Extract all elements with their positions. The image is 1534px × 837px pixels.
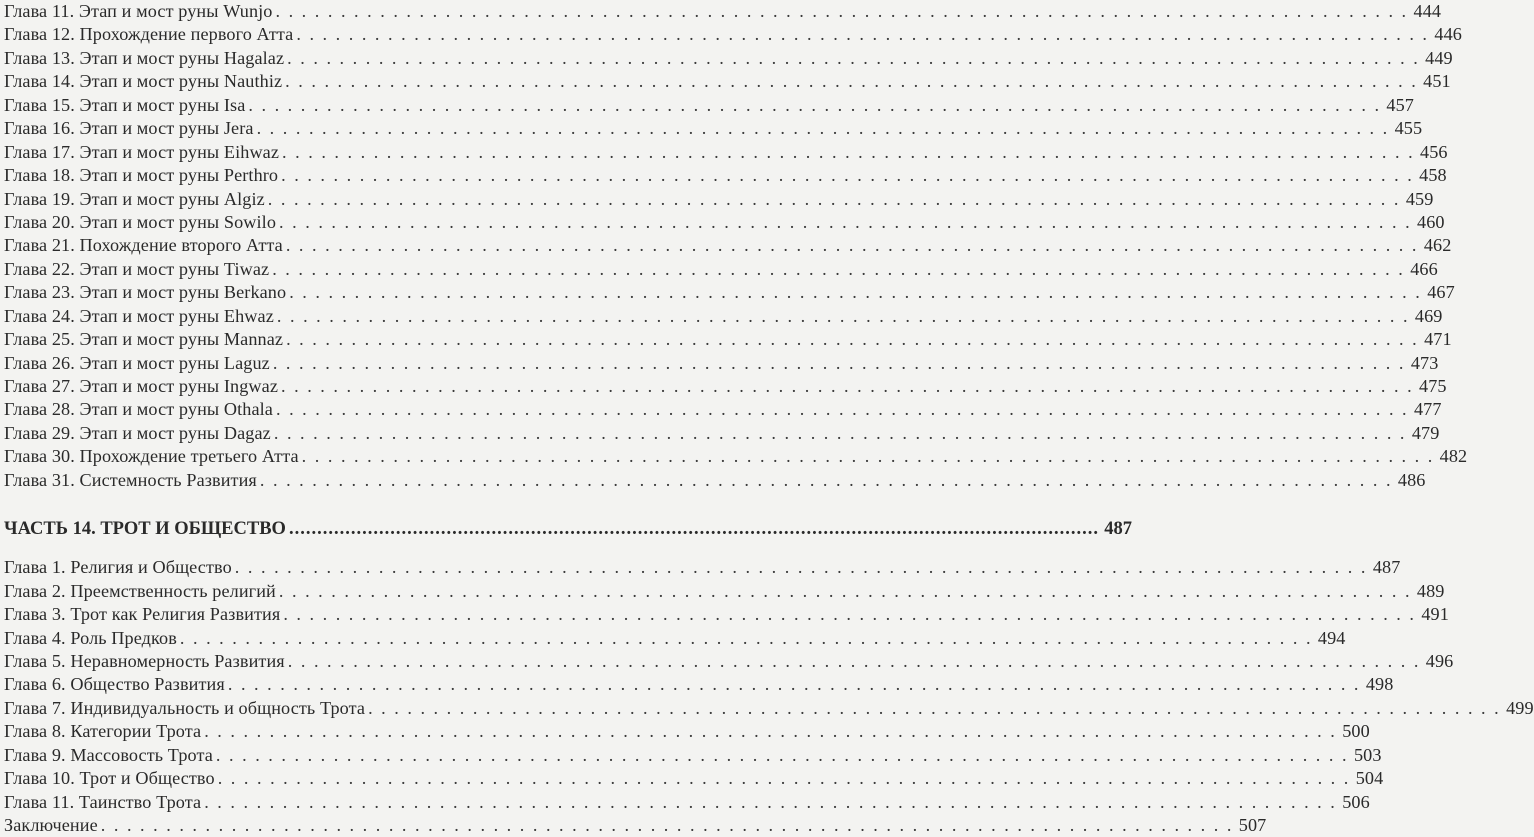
toc-entry-title: Глава 23. Этап и мост руны Berkano	[4, 282, 287, 303]
toc-entry-page-number: 449	[1425, 47, 1453, 68]
toc-entry	[4, 0, 1442, 23]
dot-leader	[281, 164, 1414, 187]
dot-leader	[216, 744, 1349, 767]
toc-entry-title: Глава 4. Роль Предков	[4, 627, 177, 648]
toc-entry-title: Глава 21. Похождение второго Атта	[4, 235, 283, 256]
toc-entry-page-number: 458	[1419, 165, 1447, 186]
toc-entry	[4, 375, 1447, 398]
toc-entry	[4, 767, 1384, 790]
toc-entry	[4, 258, 1438, 281]
toc-entry	[4, 23, 1462, 46]
dot-leader	[275, 0, 1408, 23]
toc-entry-title: Глава 30. Прохождение третьего Атта	[4, 446, 299, 467]
dot-leader	[288, 650, 1421, 673]
toc-entry	[4, 627, 1346, 650]
toc-entry-title: Глава 31. Системность Развития	[4, 469, 257, 490]
toc-entry-page-number: 473	[1410, 352, 1439, 373]
toc-entry-title: Глава 11. Этап и мост руны Wunjo	[4, 1, 273, 21]
toc-entry-page-number: 506	[1342, 791, 1370, 812]
toc-entry-title: Глава 15. Этап и мост руны Isa	[4, 94, 246, 115]
toc-entry	[4, 603, 1449, 626]
toc-section-part-14	[4, 556, 1534, 837]
toc-entry-title: Глава 7. Индивидуальность и общность Трота	[4, 697, 366, 718]
toc-entry-page-number: 479	[1411, 422, 1440, 443]
toc-entry-title: Глава 3. Трот как Религия Развития	[4, 604, 281, 625]
dot-leader	[235, 556, 1368, 579]
toc-entry	[4, 469, 1426, 492]
toc-entry-page-number: 500	[1342, 721, 1370, 742]
dot-leader	[302, 445, 1435, 468]
toc-entry	[4, 352, 1439, 375]
toc-entry-page-number: 489	[1416, 580, 1445, 601]
toc-entry-title: Глава 18. Этап и мост руны Perthro	[4, 165, 279, 186]
toc-entry-title: Глава 20. Этап и мост руны Sowilo	[4, 211, 277, 232]
toc-entry-page-number: 491	[1421, 604, 1449, 625]
part-title: ЧАСТЬ 14. ТРОТ И ОБЩЕСТВО	[4, 519, 286, 540]
toc-entry-page-number: 467	[1427, 282, 1455, 303]
toc-entry-page-number: 457	[1386, 94, 1414, 115]
toc-entry-page-number: 459	[1405, 188, 1434, 209]
toc-entry	[4, 188, 1434, 211]
dot-leader	[274, 422, 1407, 445]
toc-entry-title: Глава 29. Этап и мост руны Dagaz	[4, 422, 271, 443]
dot-leader	[277, 305, 1410, 328]
dot-leader	[272, 258, 1405, 281]
toc-entry-title: Глава 13. Этап и мост руны Hagalaz	[4, 47, 285, 68]
toc-entry-title: Глава 6. Общество Развития	[4, 674, 225, 695]
toc-entry-title: Глава 8. Категории Трота	[4, 721, 202, 742]
dot-leader	[268, 188, 1401, 211]
toc-entry	[4, 305, 1443, 328]
toc-entry-page-number: 466	[1410, 258, 1438, 279]
toc-entry	[4, 141, 1448, 164]
toc-entry-page-number: 451	[1423, 71, 1451, 92]
toc-entry	[4, 445, 1468, 468]
dot-leader	[286, 234, 1419, 257]
toc-entry	[4, 814, 1267, 837]
dot-leader	[101, 814, 1234, 837]
dot-leader	[289, 281, 1422, 304]
toc-entry-title: Глава 11. Таинство Трота	[4, 791, 202, 812]
part-heading	[4, 506, 1132, 552]
toc-entry-title: Глава 10. Трот и Общество	[4, 768, 215, 789]
dot-leader	[204, 720, 1337, 743]
toc-entry-page-number: 507	[1238, 815, 1267, 835]
toc-entry-page-number: 499	[1506, 697, 1534, 718]
dot-leader	[276, 398, 1409, 421]
toc-entry	[4, 47, 1453, 70]
toc-entry-title: Глава 1. Религия и Общество	[4, 557, 232, 578]
toc-entry-page-number: 498	[1365, 674, 1394, 695]
toc-entry-title: Глава 19. Этап и мост руны Algiz	[4, 188, 265, 209]
toc-entry-page-number: 456	[1420, 141, 1448, 162]
toc-entry-page-number: 444	[1413, 1, 1442, 21]
toc-entry	[4, 211, 1445, 234]
dot-leader	[287, 47, 1420, 70]
toc-entry-title: Глава 26. Этап и мост руны Laguz	[4, 352, 270, 373]
toc-entry	[4, 556, 1401, 579]
dot-leader	[260, 469, 1393, 492]
toc-entry-title: Глава 22. Этап и мост руны Tiwaz	[4, 258, 270, 279]
toc-entry-title: Глава 17. Этап и мост руны Eihwaz	[4, 141, 280, 162]
dot-leader	[218, 767, 1351, 790]
toc-entry-page-number: 462	[1423, 235, 1452, 256]
toc-entry-title: Глава 12. Прохождение первого Атта	[4, 24, 294, 45]
toc-entry-title: Глава 5. Неравномерность Развития	[4, 650, 285, 671]
dot-leader	[285, 70, 1418, 93]
dot-leader	[279, 211, 1412, 234]
toc-entry	[4, 580, 1445, 603]
toc-entry-page-number: 475	[1419, 376, 1447, 396]
toc-entry	[4, 422, 1440, 445]
toc-entry-page-number: 487	[1372, 557, 1401, 578]
toc-entry-page-number: 477	[1413, 399, 1442, 420]
dot-leader	[248, 94, 1381, 117]
toc-entry	[4, 744, 1382, 767]
toc-entry-page-number: 446	[1434, 24, 1462, 45]
toc-entry-title: Глава 27. Этап и мост руны Ingwaz	[4, 376, 279, 396]
dot-leader	[283, 603, 1416, 626]
toc-entry-title: Заключение	[4, 815, 98, 835]
toc-entry-title: Глава 28. Этап и мост руны Othala	[4, 399, 273, 420]
toc-entry-page-number: 504	[1355, 768, 1384, 789]
part-page-number: 487	[1104, 519, 1132, 540]
toc-entry-title: Глава 9. Массовость Трота	[4, 744, 213, 765]
dot-leader	[257, 117, 1390, 140]
dot-leader	[204, 791, 1337, 814]
dot-leader	[180, 627, 1313, 650]
toc-entry	[4, 328, 1452, 351]
toc-entry	[4, 650, 1454, 673]
dot-leader	[289, 506, 1099, 552]
toc-entry-title: Глава 24. Этап и мост руны Ehwaz	[4, 305, 274, 326]
dot-leader	[281, 375, 1414, 398]
dot-leader	[228, 673, 1361, 696]
dot-leader	[286, 328, 1419, 351]
toc-entry-title: Глава 2. Преемственность религий	[4, 580, 276, 601]
toc-entry-page-number: 494	[1317, 627, 1346, 648]
toc-entry-page-number: 486	[1397, 469, 1426, 490]
toc-entry-page-number: 460	[1417, 211, 1445, 232]
table-of-contents	[4, 0, 1534, 837]
toc-entry-page-number: 482	[1439, 446, 1468, 467]
toc-entry-page-number: 471	[1424, 329, 1452, 350]
toc-entry	[4, 398, 1442, 421]
dot-leader	[296, 23, 1429, 46]
dot-leader	[279, 580, 1412, 603]
toc-entry	[4, 70, 1451, 93]
toc-entry-page-number: 469	[1414, 305, 1443, 326]
toc-entry	[4, 117, 1423, 140]
toc-entry-title: Глава 16. Этап и мост руны Jera	[4, 118, 254, 139]
toc-entry	[4, 94, 1414, 117]
toc-entry-title: Глава 14. Этап и мост руны Nauthiz	[4, 71, 283, 92]
dot-leader	[273, 352, 1406, 375]
dot-leader	[368, 697, 1501, 720]
toc-entry	[4, 697, 1534, 720]
toc-section-chapters-11-31	[4, 0, 1468, 492]
toc-entry	[4, 720, 1370, 743]
toc-entry	[4, 791, 1370, 814]
toc-entry-page-number: 503	[1353, 744, 1382, 765]
toc-entry	[4, 281, 1455, 304]
toc-entry	[4, 673, 1394, 696]
toc-entry-title: Глава 25. Этап и мост руны Mannaz	[4, 329, 284, 350]
toc-entry-page-number: 455	[1394, 118, 1423, 139]
toc-entry	[4, 164, 1447, 187]
dot-leader	[282, 141, 1415, 164]
toc-entry-page-number: 496	[1425, 650, 1454, 671]
toc-entry	[4, 234, 1452, 257]
